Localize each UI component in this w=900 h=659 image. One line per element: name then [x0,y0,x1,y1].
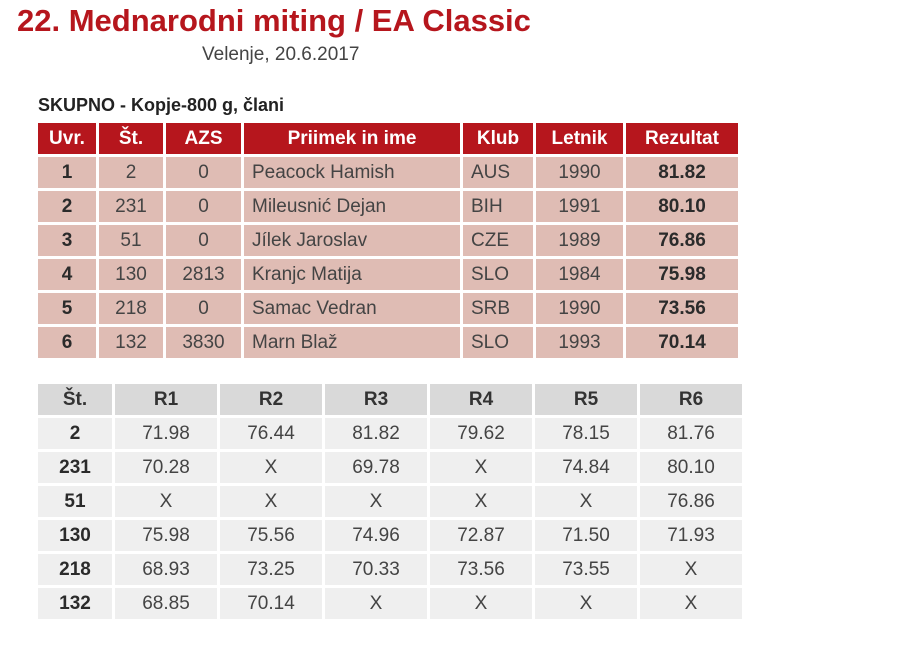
attempt-cell: 73.56 [430,554,532,585]
column-header-year: Letnik [536,123,623,154]
attempt-cell: 70.33 [325,554,427,585]
bib-cell: 231 [99,191,163,222]
bib-cell: 218 [38,554,112,585]
column-header-r4: R4 [430,384,532,415]
attempt-cell: X [535,588,637,619]
azs-cell: 0 [166,191,241,222]
bib-cell: 2 [38,418,112,449]
attempt-cell: 70.14 [220,588,322,619]
result-cell: 80.10 [626,191,738,222]
bib-cell: 132 [38,588,112,619]
column-header-r5: R5 [535,384,637,415]
club-cell: SRB [463,293,533,324]
attempt-cell: 68.93 [115,554,217,585]
table-row [38,191,738,222]
column-header-result: Rezultat [626,123,738,154]
attempt-cell: 81.82 [325,418,427,449]
bib-cell: 51 [38,486,112,517]
club-cell: AUS [463,157,533,188]
athlete-name-cell: Kranjc Matija [244,259,460,290]
attempt-cell: 74.96 [325,520,427,551]
table-row [38,452,742,483]
azs-cell: 0 [166,157,241,188]
athlete-name-cell: Mileusnić Dejan [244,191,460,222]
column-header-club: Klub [463,123,533,154]
result-cell: 70.14 [626,327,738,358]
column-header-r1: R1 [115,384,217,415]
attempt-cell: X [220,452,322,483]
table-row [38,259,738,290]
table-row [38,588,742,619]
table-row [38,418,742,449]
column-header-bib: Št. [99,123,163,154]
club-cell: SLO [463,259,533,290]
result-cell: 81.82 [626,157,738,188]
table-row [38,327,738,358]
year-cell: 1990 [536,157,623,188]
attempt-cell: 79.62 [430,418,532,449]
series-table [35,381,745,622]
year-cell: 1984 [536,259,623,290]
bib-cell: 130 [38,520,112,551]
club-cell: BIH [463,191,533,222]
attempt-cell: 71.98 [115,418,217,449]
attempt-cell: 76.86 [640,486,742,517]
attempt-cell: 75.56 [220,520,322,551]
club-cell: SLO [463,327,533,358]
results-header-row [38,123,738,154]
table-row [38,554,742,585]
column-header-name: Priimek in ime [244,123,460,154]
column-header-r2: R2 [220,384,322,415]
attempt-cell: 73.25 [220,554,322,585]
year-cell: 1989 [536,225,623,256]
attempt-cell: 70.28 [115,452,217,483]
rank-cell: 6 [38,327,96,358]
column-header-rank: Uvr. [38,123,96,154]
attempt-cell: 74.84 [535,452,637,483]
table-row [38,520,742,551]
series-header-row [38,384,742,415]
year-cell: 1991 [536,191,623,222]
athlete-name-cell: Jílek Jaroslav [244,225,460,256]
club-cell: CZE [463,225,533,256]
table-row [38,157,738,188]
column-header-r3: R3 [325,384,427,415]
attempt-cell: X [220,486,322,517]
year-cell: 1990 [536,293,623,324]
bib-cell: 231 [38,452,112,483]
attempt-cell: 72.87 [430,520,532,551]
column-header-azs: AZS [166,123,241,154]
column-header-bib: Št. [38,384,112,415]
athlete-name-cell: Peacock Hamish [244,157,460,188]
result-cell: 76.86 [626,225,738,256]
column-header-r6: R6 [640,384,742,415]
attempt-cell: 69.78 [325,452,427,483]
athlete-name-cell: Samac Vedran [244,293,460,324]
bib-cell: 2 [99,157,163,188]
year-cell: 1993 [536,327,623,358]
athlete-name-cell: Marn Blaž [244,327,460,358]
attempt-cell: 81.76 [640,418,742,449]
rank-cell: 5 [38,293,96,324]
rank-cell: 2 [38,191,96,222]
attempt-cell: X [640,588,742,619]
attempt-cell: X [430,452,532,483]
attempt-cell: X [325,486,427,517]
bib-cell: 130 [99,259,163,290]
page-title: 22. Mednarodni miting / EA Classic [17,3,531,38]
attempt-cell: 68.85 [115,588,217,619]
rank-cell: 3 [38,225,96,256]
attempt-cell: X [430,486,532,517]
results-table [35,120,741,361]
attempt-cell: 73.55 [535,554,637,585]
bib-cell: 51 [99,225,163,256]
attempt-cell: 80.10 [640,452,742,483]
azs-cell: 0 [166,225,241,256]
attempt-cell: 75.98 [115,520,217,551]
table-row [38,225,738,256]
attempt-cell: 71.93 [640,520,742,551]
azs-cell: 0 [166,293,241,324]
page-subtitle: Velenje, 20.6.2017 [202,44,360,65]
azs-cell: 3830 [166,327,241,358]
rank-cell: 4 [38,259,96,290]
attempt-cell: X [640,554,742,585]
result-cell: 75.98 [626,259,738,290]
attempt-cell: 71.50 [535,520,637,551]
rank-cell: 1 [38,157,96,188]
table-row [38,293,738,324]
attempt-cell: X [535,486,637,517]
attempt-cell: 78.15 [535,418,637,449]
attempt-cell: X [325,588,427,619]
attempt-cell: 76.44 [220,418,322,449]
attempt-cell: X [115,486,217,517]
table-row [38,486,742,517]
attempt-cell: X [430,588,532,619]
bib-cell: 132 [99,327,163,358]
azs-cell: 2813 [166,259,241,290]
event-title: SKUPNO - Kopje-800 g, člani [38,95,285,115]
bib-cell: 218 [99,293,163,324]
result-cell: 73.56 [626,293,738,324]
